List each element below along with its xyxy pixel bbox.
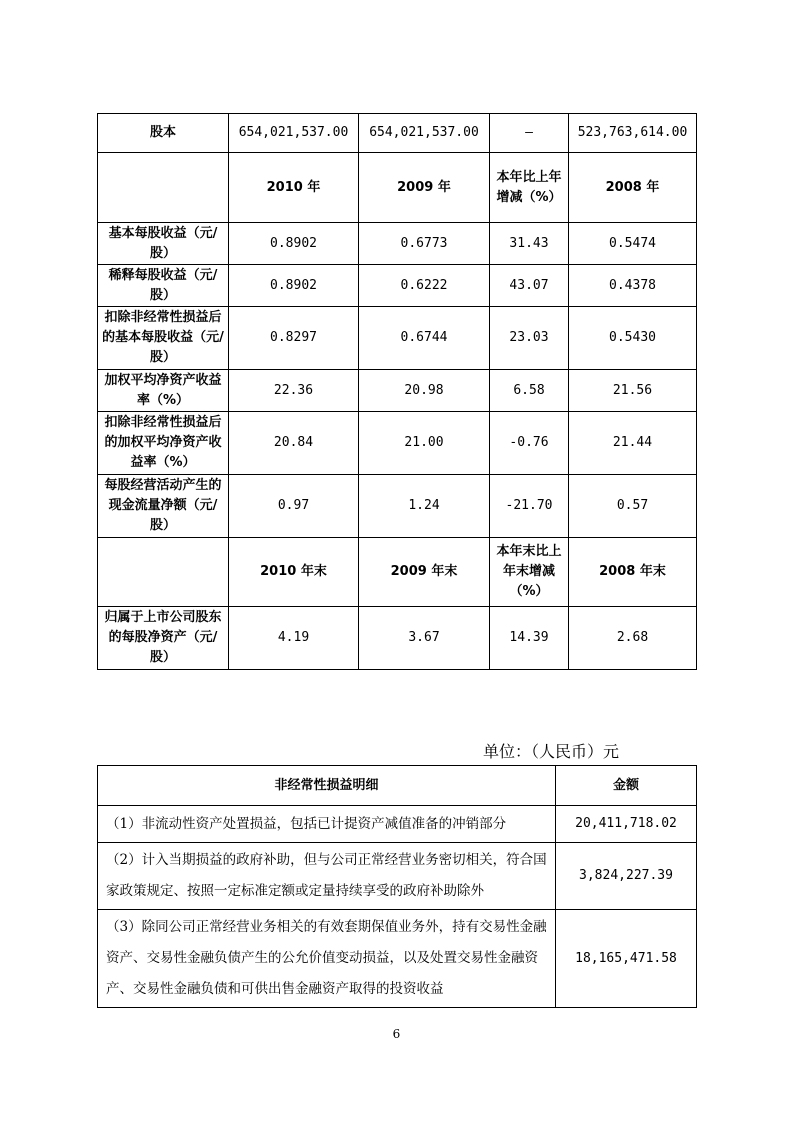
value-2008: 523,763,614.00: [569, 114, 697, 153]
value-2009: 0.6222: [359, 265, 490, 307]
financial-indicators-table: [97, 113, 697, 670]
row-label: 扣除非经常性损益后的加权平均净资产收益率（%）: [98, 412, 229, 475]
header-change-end: 本年末比上年末增减（%）: [490, 538, 569, 607]
value-2009: 3.67: [359, 607, 490, 670]
year-header-row: [98, 153, 697, 223]
item-amount: 20,411,718.02: [556, 806, 697, 843]
table-row: [98, 475, 697, 538]
value-2009: 0.6773: [359, 223, 490, 265]
value-2009: 21.00: [359, 412, 490, 475]
year-end-header-row: [98, 538, 697, 607]
value-change: 43.07: [490, 265, 569, 307]
empty-header-cell: [98, 538, 229, 607]
item-amount: 3,824,227.39: [556, 843, 697, 910]
row-label: 扣除非经常性损益后的基本每股收益（元/股）: [98, 307, 229, 370]
value-change: -21.70: [490, 475, 569, 538]
row-label: 基本每股收益（元/股）: [98, 223, 229, 265]
empty-header-cell: [98, 153, 229, 223]
value-2010: 0.8902: [229, 265, 359, 307]
value-2010: 22.36: [229, 370, 359, 412]
header-2010: 2010 年: [229, 153, 359, 223]
header-change: 本年比上年增减（%）: [490, 153, 569, 223]
value-2010: 0.97: [229, 475, 359, 538]
table-row: [98, 307, 697, 370]
row-label: 稀释每股收益（元/股）: [98, 265, 229, 307]
value-2008: 21.56: [569, 370, 697, 412]
table-row: [98, 223, 697, 265]
value-2010: 0.8297: [229, 307, 359, 370]
header-row: [98, 766, 697, 806]
value-change: 6.58: [490, 370, 569, 412]
table-row: [98, 265, 697, 307]
item-description: （1）非流动性资产处置损益，包括已计提资产减值准备的冲销部分: [98, 806, 556, 843]
table-row: [98, 843, 697, 910]
table-row: [98, 370, 697, 412]
header-description: 非经常性损益明细: [98, 766, 556, 806]
value-change: 31.43: [490, 223, 569, 265]
value-2008: 0.5430: [569, 307, 697, 370]
value-2010: 0.8902: [229, 223, 359, 265]
value-2008: 2.68: [569, 607, 697, 670]
header-2008-end: 2008 年末: [569, 538, 697, 607]
value-2009: 654,021,537.00: [359, 114, 490, 153]
value-2009: 1.24: [359, 475, 490, 538]
header-2009-end: 2009 年末: [359, 538, 490, 607]
header-amount: 金额: [556, 766, 697, 806]
table-row: [98, 910, 697, 1008]
row-label: 加权平均净资产收益率（%）: [98, 370, 229, 412]
table-row: [98, 607, 697, 670]
value-2009: 0.6744: [359, 307, 490, 370]
value-change: –: [490, 114, 569, 153]
value-2008: 21.44: [569, 412, 697, 475]
row-label: 归属于上市公司股东的每股净资产（元/股）: [98, 607, 229, 670]
value-2010: 4.19: [229, 607, 359, 670]
value-2008: 0.4378: [569, 265, 697, 307]
item-description: （3）除同公司正常经营业务相关的有效套期保值业务外，持有交易性金融资产、交易性金融负债产生的公允价值变动损益，以及处置交易性金融资产、交易性金融负债和可供出售金融资产取得的投资收益: [98, 910, 556, 1008]
value-change: -0.76: [490, 412, 569, 475]
value-2010: 20.84: [229, 412, 359, 475]
value-2008: 0.57: [569, 475, 697, 538]
item-amount: 18,165,471.58: [556, 910, 697, 1008]
row-label: 每股经营活动产生的现金流量净额（元/股）: [98, 475, 229, 538]
value-change: 14.39: [490, 607, 569, 670]
item-description: （2）计入当期损益的政府补助，但与公司正常经营业务密切相关，符合国家政策规定、按照一定标准定额或定量持续享受的政府补助除外: [98, 843, 556, 910]
table-row: [98, 412, 697, 475]
non-recurring-items-table: [97, 765, 697, 1008]
share-capital-row: [98, 114, 697, 153]
value-2009: 20.98: [359, 370, 490, 412]
value-2010: 654,021,537.00: [229, 114, 359, 153]
table-row: [98, 806, 697, 843]
header-2008: 2008 年: [569, 153, 697, 223]
row-label: 股本: [98, 114, 229, 153]
value-2008: 0.5474: [569, 223, 697, 265]
header-2010-end: 2010 年末: [229, 538, 359, 607]
currency-unit-label: 单位：（人民币）元: [483, 742, 620, 761]
value-change: 23.03: [490, 307, 569, 370]
page-number: 6: [392, 1027, 401, 1041]
header-2009: 2009 年: [359, 153, 490, 223]
